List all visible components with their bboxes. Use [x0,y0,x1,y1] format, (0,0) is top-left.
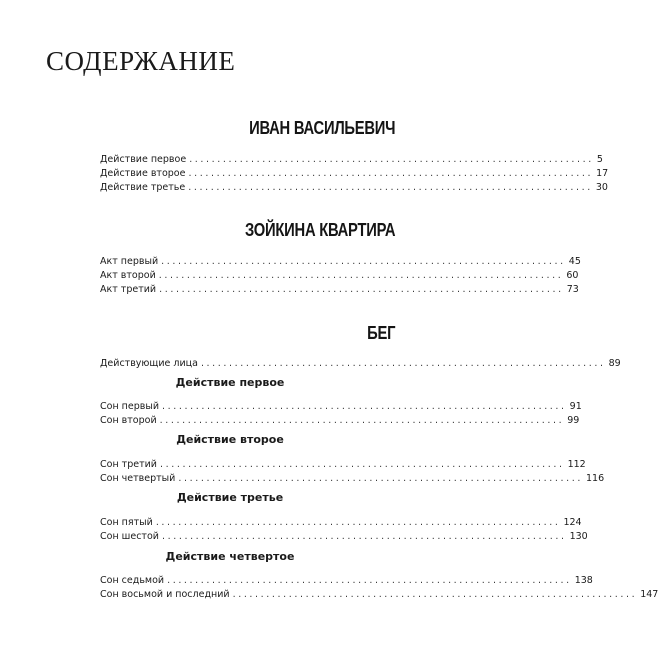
toc-entry-page: 5 [596,154,603,165]
act-heading: Действие третье [176,491,284,504]
toc-entry[interactable] [100,574,593,588]
dot-leader: ........................................................................ [158,270,564,281]
toc-list-act-1 [100,400,582,428]
dot-leader: ........................................................................ [232,589,638,600]
toc-entry-label: Действующие лица [100,358,198,369]
toc-entry-label: Акт второй [100,270,156,281]
toc-entry-page: 73 [566,284,579,295]
act-heading: Действие второе [176,433,284,446]
toc-entry-label: Действие второе [100,168,186,179]
toc-entry-page: 124 [563,517,582,528]
toc-list-zoykina-kvartira [100,255,581,297]
toc-entry-label: Сон шестой [100,531,159,542]
play-title-beg: БЕГ [366,323,395,343]
toc-entry-label: Сон третий [100,459,157,470]
toc-entry[interactable] [100,357,621,371]
toc-entry[interactable] [100,530,588,544]
dot-leader: ........................................................................ [159,459,565,470]
toc-entry[interactable] [100,588,658,602]
act-heading: Действие первое [175,376,285,389]
page-title: СОДЕРЖАНИЕ [46,46,236,76]
toc-entry-page: 116 [585,473,605,484]
toc-entry-page: 99 [567,415,580,426]
dot-leader: ........................................................................ [188,168,594,179]
toc-entry-page: 45 [568,256,581,267]
toc-entry[interactable] [100,414,580,428]
dot-leader: ........................................................................ [188,182,593,193]
toc-entry-label: Действие третье [100,182,186,193]
toc-entry-page: 130 [569,531,588,542]
dot-leader: ........................................................................ [162,401,567,412]
dot-leader: ........................................................................ [189,154,594,165]
dot-leader: ........................................................................ [161,256,566,267]
toc-intro-beg [100,357,621,371]
toc-entry-page: 17 [596,168,609,179]
dot-leader: ........................................................................ [159,284,564,295]
toc-entry[interactable] [100,458,586,472]
toc-entry-page: 30 [595,182,608,193]
dot-leader: ........................................................................ [161,531,567,542]
toc-entry[interactable] [100,516,582,530]
toc-entry-page: 147 [640,589,658,600]
toc-entry-page: 91 [569,401,582,412]
toc-entry[interactable] [100,255,581,269]
toc-list-act-4 [100,574,658,602]
toc-entry-label: Сон второй [100,415,157,426]
toc-entry-label: Сон восьмой и последний [100,589,230,600]
dot-leader: ........................................................................ [200,358,606,369]
toc-entry-label: Акт первый [100,256,159,267]
play-title-zoykina-kvartira: ЗОЙКИНА КВАРТИРА [244,220,395,240]
toc-entry-page: 89 [608,358,621,369]
toc-entry[interactable] [100,153,603,167]
toc-entry[interactable] [100,181,608,195]
dot-leader: ........................................................................ [159,415,565,426]
toc-list-act-3 [100,516,588,544]
toc-entry-label: Сон пятый [100,517,153,528]
toc-entry[interactable] [100,283,579,297]
toc-entry[interactable] [100,167,609,181]
toc-entry[interactable] [100,472,605,486]
toc-entry[interactable] [100,400,582,414]
toc-entry-label: Сон первый [100,401,160,412]
dot-leader: ........................................................................ [167,575,572,586]
toc-entry-page: 60 [566,270,579,281]
play-title-ivan-vasilievich: ИВАН ВАСИЛЬЕВИЧ [248,118,395,138]
toc-list-ivan-vasilievich [100,153,609,195]
toc-entry-label: Сон четвертый [100,473,176,484]
act-heading: Действие четвертое [165,550,295,563]
toc-list-act-2 [100,458,605,486]
toc-entry-label: Акт третий [100,284,157,295]
toc-entry-page: 112 [567,459,586,470]
dot-leader: ........................................................................ [155,517,561,528]
dot-leader: ........................................................................ [178,473,583,484]
toc-entry[interactable] [100,269,579,283]
toc-entry-label: Сон седьмой [100,575,165,586]
toc-entry-page: 138 [574,575,593,586]
toc-entry-label: Действие первое [100,154,187,165]
